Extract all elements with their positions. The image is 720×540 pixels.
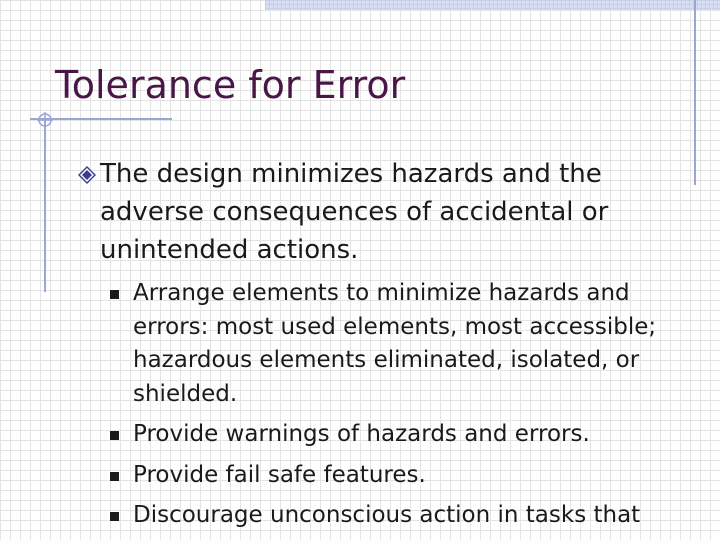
square-bullet-icon (110, 431, 119, 440)
diamond-bullet-icon (78, 166, 96, 184)
sub-bullet-item (133, 459, 693, 493)
sub-bullet-text: Arrange elements to minimize hazards and errors: most used elements, most accessible; hazardous elements eliminated, isolated, or shielded. (133, 280, 657, 407)
top-decorative-band (265, 0, 720, 10)
crosshair-icon (37, 112, 53, 128)
sub-bullet-list (133, 277, 693, 540)
sub-bullet-text: Discourage unconscious action in tasks that (133, 502, 641, 528)
sub-bullet-item (133, 418, 693, 452)
main-point-text: The design minimizes hazards and the adverse consequences of accidental or unintended actions. (100, 159, 609, 265)
sub-bullet-text: Provide warnings of hazards and errors. (133, 421, 590, 447)
square-bullet-icon (110, 290, 119, 299)
sub-bullet-item (133, 499, 693, 533)
right-vertical-rule (694, 0, 696, 185)
square-bullet-icon (110, 472, 119, 481)
left-vertical-rule (44, 120, 46, 292)
main-bullet-point (100, 155, 690, 269)
sub-bullet-text: Provide fail safe features. (133, 461, 426, 488)
sub-bullet-item (133, 277, 693, 411)
slide-title: Tolerance for Error (55, 63, 406, 107)
square-bullet-icon (110, 512, 119, 521)
